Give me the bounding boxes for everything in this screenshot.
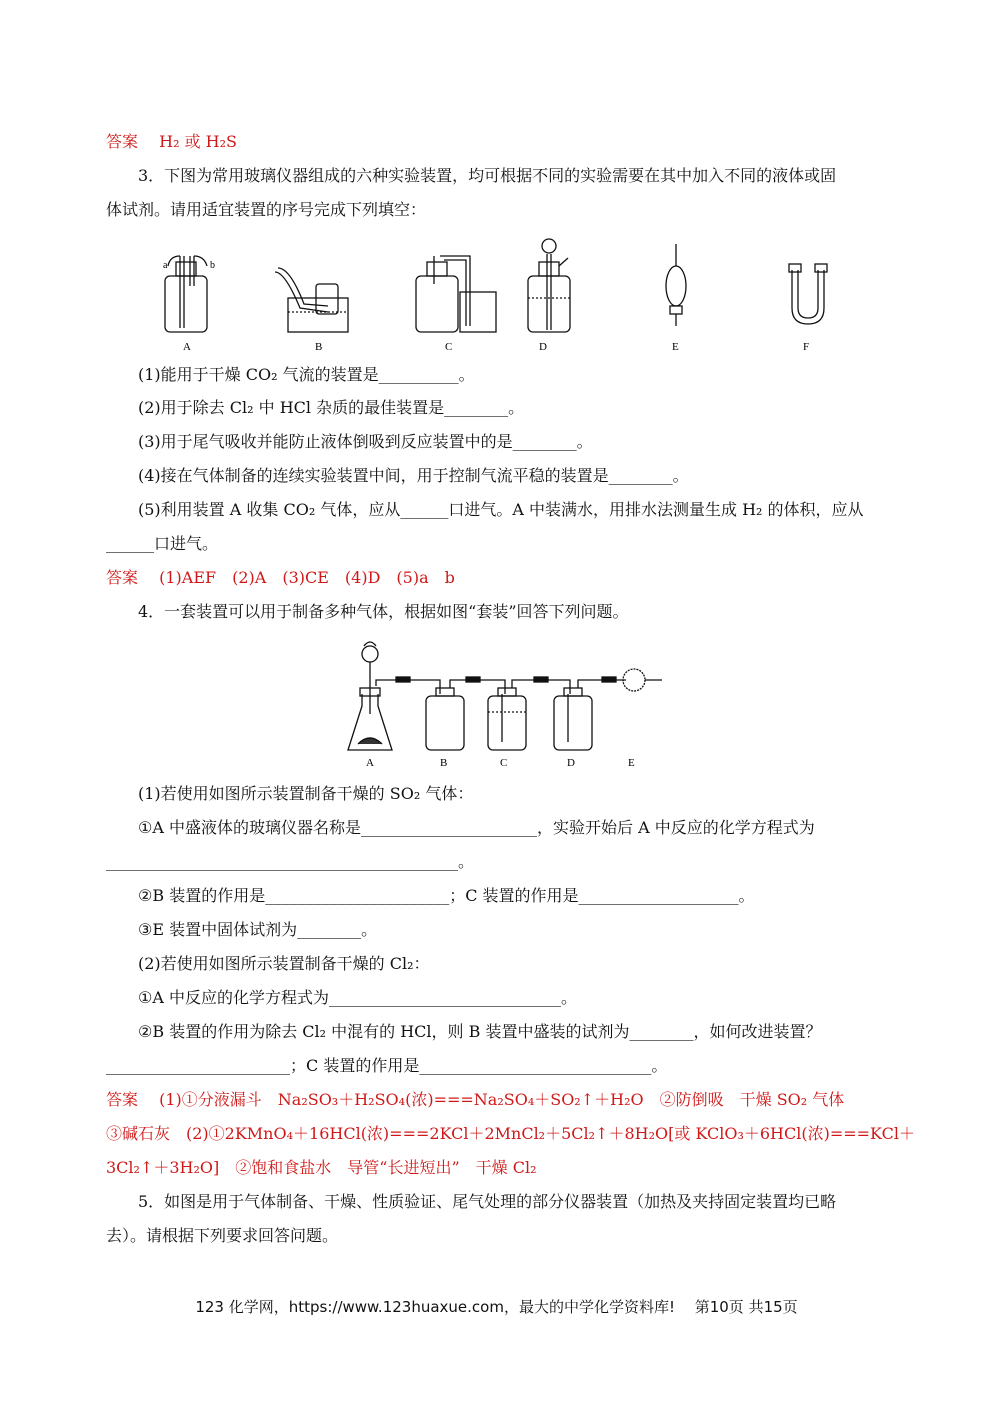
fig-label-e: E (672, 341, 679, 353)
q3-stem-2: 体试剂。请用适宜装置的序号完成下列填空： (106, 200, 427, 219)
fig-label-d: D (539, 341, 547, 353)
q4-apparatus-figure (340, 634, 670, 772)
q3-item-5-cont: ______口进气。 (106, 534, 219, 553)
q4-stem: 4．一套装置可以用于制备多种气体，根据如图“套装”回答下列问题。 (138, 602, 629, 621)
answer-text: (1)AEF (2)A (3)CE (4)D (5)a b (159, 568, 455, 587)
q4-answer-line-2: ③碱石灰 (2)①2KMnO₄＋16HCl(浓)===2KCl＋2MnCl₂＋5Cl₂↑＋8H₂O[或 KClO₃＋6HCl(浓)===KCl＋ (106, 1124, 915, 1143)
fig-label-c: C (445, 341, 453, 353)
q4-answer-line-3: 3Cl₂↑＋3H₂O] ②饱和食盐水 导管“长进短出” 干燥 Cl₂ (106, 1158, 537, 1177)
answer-label: 答案 (106, 132, 139, 151)
q3-item-3: (3)用于尾气吸收并能防止液体倒吸到反应装置中的是________。 (138, 432, 593, 451)
q4-item-1c: ③E 装置中固体试剂为________。 (138, 920, 378, 939)
apparatus-f (789, 264, 827, 324)
q4-answer-line-1 (106, 1089, 844, 1111)
drying-tube-e (623, 669, 662, 691)
q3-item-4: (4)接在气体制备的连续实验装置中间，用于控制气流平稳的装置是________。 (138, 466, 689, 485)
apparatus-a (165, 256, 207, 332)
port-a-label: a (163, 260, 168, 271)
fig4-label-d: D (567, 757, 575, 769)
fig-label-f: F (803, 341, 810, 353)
bottle-c (488, 677, 570, 750)
q4-item-1: (1)若使用如图所示装置制备干燥的 SO₂ 气体： (138, 784, 474, 803)
q4-item-2b-cont: _______________________；C 装置的作用是_____________________________。 (106, 1056, 668, 1075)
q4-item-2a: ①A 中反应的化学方程式为_____________________________。 (138, 988, 577, 1007)
apparatus-c (416, 256, 496, 332)
q3-item-1: (1)能用于干燥 CO₂ 气流的装置是__________。 (138, 365, 475, 384)
answer-label: 答案 (106, 568, 139, 587)
q3-answer (106, 567, 455, 589)
q4-item-1a: ①A 中盛液体的玻璃仪器名称是______________________，实验开始后 A 中反应的化学方程式为 (138, 818, 815, 837)
q5-stem-1: 5．如图是用于气体制备、干燥、性质验证、尾气处理的部分仪器装置（加热及夹持固定装置均已略 (138, 1192, 837, 1211)
fig4-label-c: C (500, 757, 508, 769)
apparatus-d (528, 239, 570, 332)
q5-stem-2: 去）。请根据下列要求回答问题。 (106, 1226, 339, 1245)
port-b-label: b (210, 260, 215, 271)
q3-stem-1: 3．下图为常用玻璃仪器组成的六种实验装置，均可根据不同的实验需要在其中加入不同的液体或固 (138, 166, 837, 185)
apparatus-e (666, 244, 686, 326)
bottle-d (554, 677, 626, 750)
q3-apparatus-figure (150, 236, 840, 356)
apparatus-b (275, 268, 348, 332)
q3-item-2: (2)用于除去 Cl₂ 中 HCl 杂质的最佳装置是________。 (138, 398, 525, 417)
fig4-label-a: A (366, 757, 374, 769)
q3-item-5: (5)利用装置 A 收集 CO₂ 气体，应从______口进气。A 中装满水，用排水法测量生成 H₂ 的体积，应从 (138, 500, 864, 519)
bottle-b (426, 677, 505, 750)
q4-item-2: (2)若使用如图所示装置制备干燥的 Cl₂： (138, 954, 430, 973)
q4-item-2b: ②B 装置的作用为除去 Cl₂ 中混有的 HCl，则 B 装置中盛装的试剂为________，如何改进装置？ (138, 1022, 822, 1041)
answer-text-1: (1)①分液漏斗 Na₂SO₃＋H₂SO₄(浓)===Na₂SO₄＋SO₂↑＋H₂O ②防倒吸 干燥 SO₂ 气体 (159, 1090, 845, 1109)
fig4-label-e: E (628, 757, 635, 769)
fig-label-a: A (183, 341, 191, 353)
page-footer: 123 化学网，https://www.123huaxue.com，最大的中学化学资料库! 第10页 共15页 (195, 1298, 798, 1316)
fig4-label-b: B (440, 757, 448, 769)
prev-answer (106, 131, 237, 153)
answer-text: H₂ 或 H₂S (159, 132, 237, 151)
answer-label: 答案 (106, 1090, 139, 1109)
fig-label-b: B (315, 341, 323, 353)
q4-item-1a-cont: ____________________________________________。 (106, 852, 475, 871)
q4-item-1b: ②B 装置的作用是_______________________；C 装置的作用是____________________。 (138, 886, 755, 905)
flask-a (348, 642, 392, 750)
